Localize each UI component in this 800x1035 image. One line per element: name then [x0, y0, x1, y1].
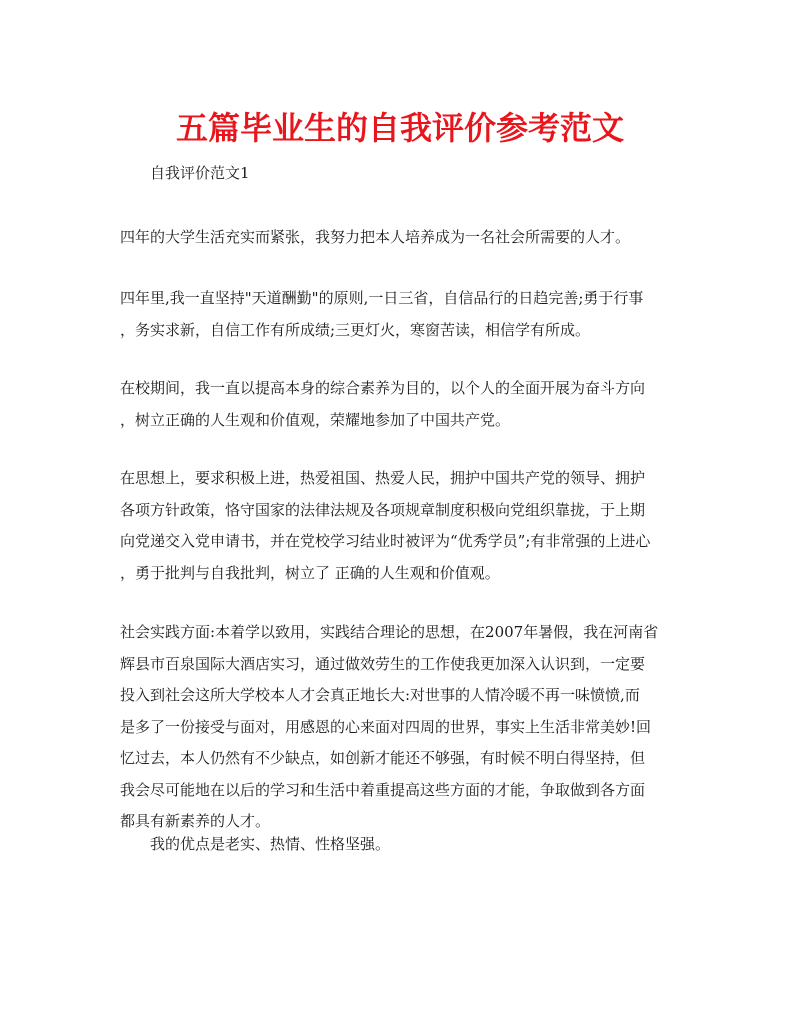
paragraph-line: ，树立正确的人生观和价值观，荣耀地参加了中国共产党。 [120, 410, 511, 429]
paragraph-3 [120, 373, 682, 436]
paragraph-line: 四年里,我一直坚持"天道酬勤"的原则,一日三省，自信品行的日趋完善;勇于行事 [120, 289, 644, 307]
paragraph-4 [120, 463, 682, 589]
paragraph-line: 辉县市百泉国际大酒店实习，通过做效劳生的工作使我更加深入认识到，一定要 [120, 654, 646, 673]
paragraph-line: 都具有新素养的人才。 [120, 812, 271, 830]
paragraph-line: ，勇于批判与自我批判，树立了 正确的人生观和价值观。 [120, 563, 500, 582]
paragraph-line: 社会实践方面:本着学以致用，实践结合理论的思想，在2007年暑假，我在河南省 [120, 623, 659, 641]
paragraph-line: 四年的大学生活充实而紧张，我努力把本人培养成为一名社会所需要的人才。 [120, 228, 631, 246]
paragraph-2 [120, 283, 682, 346]
section-heading: 自我评价范文1 [150, 164, 250, 182]
paragraph-line: 在校期间，我一直以提高本身的综合素养为目的，以个人的全面开展为奋斗方向 [120, 379, 646, 397]
closing-paragraph: 我的优点是老实、热情、性格坚强。 [150, 835, 391, 853]
paragraph-line: ，务实求新，自信工作有所成绩;三更灯火，寒窗苦读，相信学有所成。 [120, 320, 591, 339]
paragraph-line: 我会尽可能地在以后的学习和生活中着重提高这些方面的才能，争取做到各方面 [120, 780, 646, 799]
paragraph-line: 是多了一份接受与面对，用感恩的心来面对四周的世界，事实上生活非常美妙!回 [120, 717, 652, 736]
paragraph-line: 各项方针政策，恪守国家的法律法规及各项规章制度积极向党组织靠拢，于上期 [120, 500, 646, 519]
paragraph-line: 向党递交入党申请书，并在党校学习结业时被评为“优秀学员”;有非常强的上进心 [120, 532, 651, 550]
paragraph-5 [120, 617, 682, 838]
paragraph-line: 在思想上，要求积极上进，热爱祖国、热爱人民，拥护中国共产党的领导、拥护 [120, 469, 646, 487]
paragraph-line: 投入到社会这所大学校本人才会真正地长大:对世事的人情冷暖不再一味愤愤,而 [120, 686, 640, 704]
paragraph-line: 忆过去，本人仍然有不少缺点，如创新才能还不够强，有时候不明白得坚持，但 [120, 749, 646, 767]
document-title: 五篇毕业生的自我评价参考范文 [175, 109, 624, 147]
paragraph-1 [120, 222, 682, 254]
